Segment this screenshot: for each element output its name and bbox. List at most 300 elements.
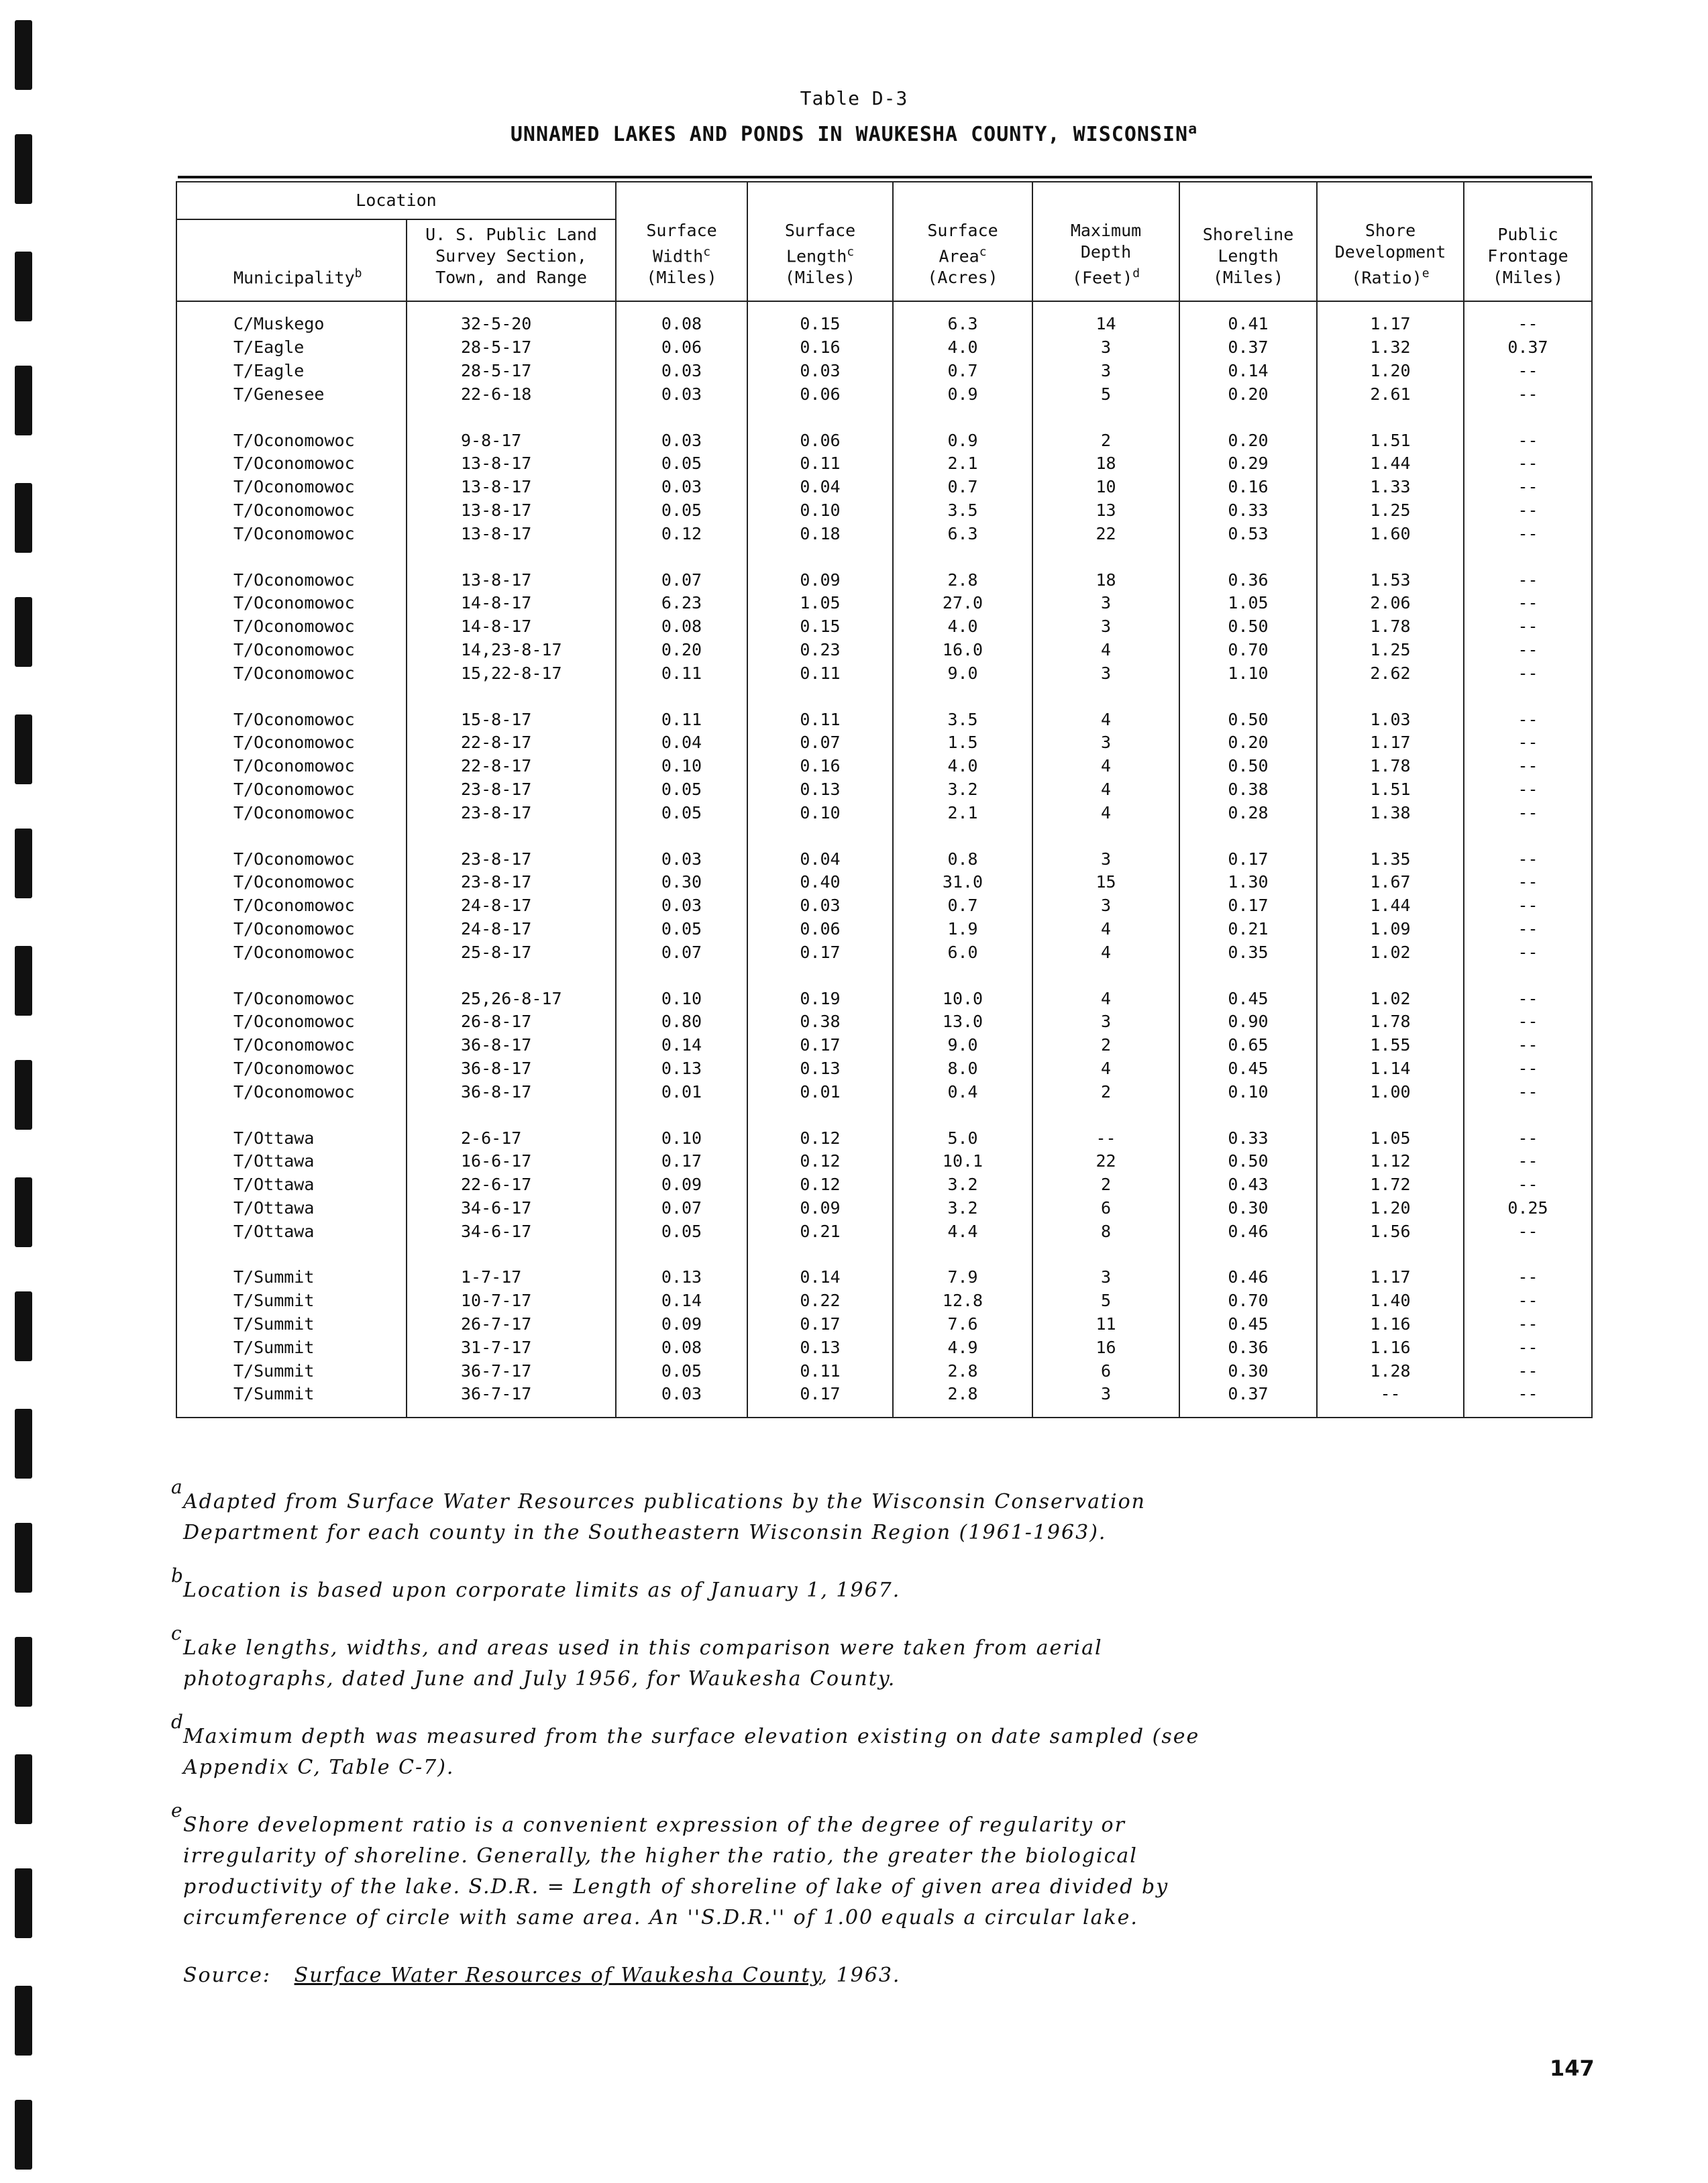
table-cell: 3	[1032, 847, 1179, 871]
table-cell: 2.61	[1317, 382, 1464, 406]
table-cell: 8	[1032, 1220, 1179, 1243]
table-cell: 4	[1032, 778, 1179, 802]
table-cell: 0.11	[747, 661, 893, 685]
table-cell: 31-7-17	[407, 1336, 616, 1359]
table-cell: 15-8-17	[407, 708, 616, 731]
table-cell: --	[1464, 1057, 1592, 1081]
binding-hole	[15, 1291, 32, 1361]
shore-development-header: Shore Development (Ratio)$^e$	[1317, 182, 1464, 301]
table-cell: 0.15	[747, 615, 893, 639]
table-cell: 0.13	[616, 1266, 747, 1289]
table-row	[176, 1383, 1592, 1406]
table-cell: C/Muskego	[176, 313, 407, 336]
table-cell: --	[1464, 1313, 1592, 1336]
table-cell: 1.00	[1317, 1080, 1464, 1104]
table-cell: 10	[1032, 476, 1179, 499]
table-row	[176, 615, 1592, 639]
table-cell: 5.0	[893, 1126, 1032, 1150]
table-cell: --	[1464, 1383, 1592, 1406]
table-cell: 0.7	[893, 476, 1032, 499]
table-cell: 14-8-17	[407, 615, 616, 639]
table-cell: 0.23	[747, 639, 893, 662]
table-row	[176, 1336, 1592, 1359]
table-cell: 0.10	[1179, 1080, 1317, 1104]
table-cell: 0.29	[1179, 452, 1317, 476]
footnote-mark: a	[171, 1476, 184, 1498]
table-cell: 0.65	[1179, 1034, 1317, 1057]
table-cell: 4.4	[893, 1220, 1032, 1243]
table-cell: 4.9	[893, 1336, 1032, 1359]
table-cell: 0.03	[616, 847, 747, 871]
shoreline-header: Shoreline Length (Miles)	[1179, 182, 1317, 301]
footnote-mark: c	[171, 1622, 183, 1644]
table-cell: 0.14	[616, 1289, 747, 1313]
table-cell: 0.09	[616, 1173, 747, 1197]
table-cell: 0.17	[747, 1383, 893, 1406]
table-cell: 0.17	[1179, 847, 1317, 871]
table-cell: T/Oconomowoc	[176, 499, 407, 523]
table-cell: 0.13	[747, 1057, 893, 1081]
table-cell: 1.17	[1317, 313, 1464, 336]
binding-hole	[15, 1060, 32, 1130]
table-cell: 1.16	[1317, 1336, 1464, 1359]
binding-hole	[15, 20, 32, 90]
table-cell: --	[1464, 1266, 1592, 1289]
source-note	[171, 1960, 1258, 1991]
table-cell: --	[1464, 568, 1592, 592]
table-cell: 0.08	[616, 313, 747, 336]
table-cell: --	[1464, 1289, 1592, 1313]
table-cell: T/Ottawa	[176, 1197, 407, 1220]
table-cell: --	[1464, 731, 1592, 755]
table-cell: 0.20	[1179, 429, 1317, 452]
table-cell: 1.35	[1317, 847, 1464, 871]
row-spacer	[176, 545, 1592, 568]
table-cell: 0.37	[1179, 336, 1317, 360]
table-cell: T/Oconomowoc	[176, 522, 407, 545]
table-cell: 1.05	[1179, 592, 1317, 615]
binding-hole	[15, 1754, 32, 1824]
table-cell: 1.9	[893, 918, 1032, 941]
table-cell: 16-6-17	[407, 1150, 616, 1173]
table-cell: 0.07	[616, 941, 747, 964]
table-cell: 0.16	[1179, 476, 1317, 499]
binding-hole	[15, 1177, 32, 1247]
table-cell: 1.40	[1317, 1289, 1464, 1313]
table-cell: 4	[1032, 801, 1179, 824]
table-cell: 0.37	[1464, 336, 1592, 360]
table-cell: 1.25	[1317, 639, 1464, 662]
table-cell: 0.07	[747, 731, 893, 755]
table-cell: 0.28	[1179, 801, 1317, 824]
footnote	[171, 1476, 1258, 1548]
table-title-text: UNNAMED LAKES AND PONDS IN WAUKESHA COUNTY, WISCONSIN	[510, 123, 1189, 146]
binding-hole	[15, 2100, 32, 2170]
table-cell: 13-8-17	[407, 499, 616, 523]
table-top-rule	[178, 176, 1592, 178]
table-cell: 0.33	[1179, 499, 1317, 523]
table-cell: 13-8-17	[407, 452, 616, 476]
table-cell: 13-8-17	[407, 476, 616, 499]
table-cell: --	[1464, 639, 1592, 662]
table-cell: 0.70	[1179, 639, 1317, 662]
table-title	[0, 121, 1708, 146]
table-cell: 4	[1032, 1057, 1179, 1081]
table-cell: 34-6-17	[407, 1197, 616, 1220]
table-cell: T/Oconomowoc	[176, 1010, 407, 1034]
binding-hole	[15, 1986, 32, 2056]
table-cell: 9.0	[893, 661, 1032, 685]
table-cell: 0.10	[747, 499, 893, 523]
table-cell: 0.46	[1179, 1220, 1317, 1243]
footnote-text: Adapted from Surface Water Resources publications by the Wisconsin Conservation Department for each county in the Southeastern Wisconsin Region (1961-1963).	[183, 1490, 1146, 1544]
table-cell: 1.78	[1317, 615, 1464, 639]
table-cell: 23-8-17	[407, 778, 616, 802]
table-cell: --	[1032, 1126, 1179, 1150]
table-cell: --	[1464, 1173, 1592, 1197]
table-cell: T/Ottawa	[176, 1220, 407, 1243]
footnote-text: Lake lengths, widths, and areas used in this comparison were taken from aerial photographs, dated June and July 1956, for Waukesha County.	[183, 1636, 1103, 1691]
table-cell: 22-6-18	[407, 382, 616, 406]
table-cell: 0.13	[747, 778, 893, 802]
table-cell: 3	[1032, 592, 1179, 615]
table-cell: 0.05	[616, 499, 747, 523]
table-cell: 0.09	[616, 1313, 747, 1336]
table-cell: 0.04	[616, 731, 747, 755]
footnote-list	[171, 1476, 1258, 1933]
table-cell: 0.05	[616, 1359, 747, 1383]
table-cell: 36-8-17	[407, 1057, 616, 1081]
table-cell: T/Oconomowoc	[176, 1080, 407, 1104]
table-cell: --	[1464, 941, 1592, 964]
table-cell: T/Eagle	[176, 360, 407, 383]
table-cell: 1.17	[1317, 731, 1464, 755]
table-cell: 36-8-17	[407, 1034, 616, 1057]
table-cell: 2.1	[893, 452, 1032, 476]
table-row	[176, 336, 1592, 360]
table-row	[176, 731, 1592, 755]
table-row	[176, 382, 1592, 406]
table-cell: 13-8-17	[407, 568, 616, 592]
table-row	[176, 1080, 1592, 1104]
table-cell: 0.45	[1179, 987, 1317, 1010]
table-cell: 36-7-17	[407, 1383, 616, 1406]
table-cell: 0.21	[747, 1220, 893, 1243]
table-cell: T/Summit	[176, 1313, 407, 1336]
table-cell: 1-7-17	[407, 1266, 616, 1289]
table-cell: T/Summit	[176, 1383, 407, 1406]
table-cell: 0.20	[1179, 731, 1317, 755]
table-cell: 14,23-8-17	[407, 639, 616, 662]
table-cell: 0.25	[1464, 1197, 1592, 1220]
table-cell: --	[1464, 476, 1592, 499]
table-cell: 0.22	[747, 1289, 893, 1313]
table-cell: --	[1464, 452, 1592, 476]
table-cell: --	[1464, 801, 1592, 824]
table-cell: 16	[1032, 1336, 1179, 1359]
table-cell: 6.3	[893, 522, 1032, 545]
table-cell: 1.32	[1317, 336, 1464, 360]
table-cell: 1.72	[1317, 1173, 1464, 1197]
table-cell: 0.10	[747, 801, 893, 824]
page-number: 147	[1550, 2056, 1595, 2081]
table-cell: 3	[1032, 360, 1179, 383]
table-cell: --	[1464, 987, 1592, 1010]
table-cell: 0.19	[747, 987, 893, 1010]
table-row	[176, 987, 1592, 1010]
table-cell: 1.10	[1179, 661, 1317, 685]
table-cell: --	[1464, 615, 1592, 639]
table-cell: 2.06	[1317, 592, 1464, 615]
table-cell: 11	[1032, 1313, 1179, 1336]
table-cell: 1.44	[1317, 894, 1464, 918]
table-cell: 0.8	[893, 847, 1032, 871]
table-cell: 0.17	[747, 1034, 893, 1057]
table-cell: --	[1464, 382, 1592, 406]
table-row	[176, 661, 1592, 685]
table-cell: 6.3	[893, 313, 1032, 336]
table-cell: 5	[1032, 1289, 1179, 1313]
table-cell: 0.01	[616, 1080, 747, 1104]
table-cell: T/Oconomowoc	[176, 661, 407, 685]
row-spacer	[176, 301, 1592, 313]
table-cell: 4	[1032, 755, 1179, 778]
table-cell: --	[1464, 1150, 1592, 1173]
table-cell: T/Oconomowoc	[176, 871, 407, 894]
table-cell: 1.5	[893, 731, 1032, 755]
section-header: U. S. Public Land Survey Section, Town, and Range	[407, 219, 616, 301]
table-cell: 1.44	[1317, 452, 1464, 476]
footnote	[171, 1799, 1258, 1933]
table-cell: 2-6-17	[407, 1126, 616, 1150]
table-cell: 3	[1032, 661, 1179, 685]
table-cell: 0.30	[1179, 1197, 1317, 1220]
table-cell: 0.06	[616, 336, 747, 360]
table-cell: T/Oconomowoc	[176, 918, 407, 941]
binding-hole	[15, 1868, 32, 1938]
table-cell: T/Oconomowoc	[176, 987, 407, 1010]
row-spacer	[176, 824, 1592, 847]
table-cell: 1.33	[1317, 476, 1464, 499]
table-row	[176, 1126, 1592, 1150]
table-row	[176, 360, 1592, 383]
table-cell: 0.16	[747, 336, 893, 360]
footnote-text: Maximum depth was measured from the surface elevation existing on date sampled (see Appendix C, Table C-7).	[183, 1725, 1200, 1779]
table-cell: T/Summit	[176, 1266, 407, 1289]
table-cell: 3	[1032, 1266, 1179, 1289]
table-cell: T/Summit	[176, 1336, 407, 1359]
table-cell: 0.21	[1179, 918, 1317, 941]
table-cell: --	[1464, 661, 1592, 685]
table-cell: 0.12	[747, 1173, 893, 1197]
table-row	[176, 1266, 1592, 1289]
table-cell: 6.23	[616, 592, 747, 615]
row-spacer	[176, 685, 1592, 708]
table-cell: 28-5-17	[407, 360, 616, 383]
table-cell: T/Summit	[176, 1359, 407, 1383]
table-cell: 0.17	[747, 941, 893, 964]
footnote-text: Location is based upon corporate limits as of January 1, 1967.	[183, 1579, 901, 1602]
row-spacer	[176, 1104, 1592, 1126]
table-cell: --	[1464, 1010, 1592, 1034]
table-cell: 0.05	[616, 1220, 747, 1243]
table-cell: 1.25	[1317, 499, 1464, 523]
table-cell: 36-7-17	[407, 1359, 616, 1383]
binding-hole	[15, 829, 32, 898]
table-cell: 1.05	[747, 592, 893, 615]
table-cell: T/Oconomowoc	[176, 615, 407, 639]
table-cell: --	[1464, 1220, 1592, 1243]
table-cell: 6.0	[893, 941, 1032, 964]
table-cell: 25-8-17	[407, 941, 616, 964]
table-cell: 3.5	[893, 499, 1032, 523]
table-cell: 0.13	[747, 1336, 893, 1359]
table-row	[176, 941, 1592, 964]
table-cell: 10.0	[893, 987, 1032, 1010]
table-cell: 3.2	[893, 1173, 1032, 1197]
table-cell: T/Oconomowoc	[176, 778, 407, 802]
table-cell: 0.07	[616, 1197, 747, 1220]
table-cell: --	[1464, 313, 1592, 336]
table-body	[176, 301, 1592, 1418]
table-cell: 6	[1032, 1359, 1179, 1383]
table-cell: --	[1464, 499, 1592, 523]
table-cell: T/Eagle	[176, 336, 407, 360]
table-cell: 22	[1032, 1150, 1179, 1173]
table-cell: 23-8-17	[407, 801, 616, 824]
table-cell: 0.16	[747, 755, 893, 778]
table-cell: 7.9	[893, 1266, 1032, 1289]
table-cell: --	[1464, 1126, 1592, 1150]
table-cell: --	[1464, 360, 1592, 383]
table-row	[176, 778, 1592, 802]
table-cell: 4	[1032, 941, 1179, 964]
table-cell: --	[1464, 1336, 1592, 1359]
table-cell: --	[1464, 429, 1592, 452]
table-cell: 24-8-17	[407, 918, 616, 941]
table-cell: 0.20	[616, 639, 747, 662]
table-cell: 13-8-17	[407, 522, 616, 545]
table-cell: 0.30	[616, 871, 747, 894]
table-cell: 16.0	[893, 639, 1032, 662]
table-row	[176, 1010, 1592, 1034]
footnote-mark: d	[171, 1711, 184, 1733]
table-cell: 0.11	[747, 708, 893, 731]
table-cell: T/Ottawa	[176, 1126, 407, 1150]
table-cell: 0.09	[747, 1197, 893, 1220]
table-cell: --	[1464, 1034, 1592, 1057]
table-cell: T/Oconomowoc	[176, 801, 407, 824]
table-cell: 2.62	[1317, 661, 1464, 685]
table-cell: 0.05	[616, 918, 747, 941]
table-cell: 4.0	[893, 615, 1032, 639]
footnote-text: Shore development ratio is a convenient expression of the degree of regularity or irregularity of shoreline. Generally, the higher the ratio, the greater the biological productivity of the lake. S.D.R. = Length of shoreline of lake of given area divided by circumference of circle with same area. An ''S.D.R.'' of 1.00 equals a circular lake.	[183, 1813, 1169, 1929]
table-cell: 22-8-17	[407, 755, 616, 778]
table-cell: 3	[1032, 336, 1179, 360]
table-cell: 1.56	[1317, 1220, 1464, 1243]
table-cell: 0.01	[747, 1080, 893, 1104]
table-cell: 1.51	[1317, 429, 1464, 452]
table-cell: 0.12	[747, 1126, 893, 1150]
table-cell: 1.09	[1317, 918, 1464, 941]
table-row	[176, 1197, 1592, 1220]
table-cell: 23-8-17	[407, 871, 616, 894]
table-cell: 1.17	[1317, 1266, 1464, 1289]
table-cell: 2	[1032, 1173, 1179, 1197]
table-cell: 1.30	[1179, 871, 1317, 894]
table-cell: 1.20	[1317, 360, 1464, 383]
table-cell: 0.11	[616, 661, 747, 685]
table-row	[176, 1220, 1592, 1243]
table-row	[176, 452, 1592, 476]
table-cell: 2.1	[893, 801, 1032, 824]
table-cell: 0.37	[1179, 1383, 1317, 1406]
table-cell: 3.2	[893, 1197, 1032, 1220]
table-cell: 4	[1032, 918, 1179, 941]
table-cell: 22	[1032, 522, 1179, 545]
table-cell: 1.78	[1317, 1010, 1464, 1034]
table-row	[176, 429, 1592, 452]
length-header: Surface Length$^c$ (Miles)	[747, 182, 893, 301]
table-cell: 0.41	[1179, 313, 1317, 336]
table-cell: 1.20	[1317, 1197, 1464, 1220]
table-cell: 26-7-17	[407, 1313, 616, 1336]
footnote-mark: e	[171, 1799, 184, 1821]
table-cell: 1.78	[1317, 755, 1464, 778]
table-cell: 0.05	[616, 801, 747, 824]
table-cell: 5	[1032, 382, 1179, 406]
table-cell: 0.04	[747, 476, 893, 499]
table-cell: 1.16	[1317, 1313, 1464, 1336]
binding-hole	[15, 1409, 32, 1479]
table-row	[176, 592, 1592, 615]
table-row	[176, 568, 1592, 592]
table-row	[176, 476, 1592, 499]
table-cell: 0.12	[747, 1150, 893, 1173]
title-footnote-mark: a	[1188, 121, 1198, 138]
table-cell: 0.45	[1179, 1313, 1317, 1336]
table-cell: 0.11	[616, 708, 747, 731]
table-cell: 0.45	[1179, 1057, 1317, 1081]
table-cell: 0.05	[616, 452, 747, 476]
source-title: Surface Water Resources of Waukesha County	[294, 1964, 821, 1987]
row-spacer	[176, 1406, 1592, 1418]
table-cell: 0.90	[1179, 1010, 1317, 1034]
table-cell: 0.03	[616, 360, 747, 383]
table-cell: 9-8-17	[407, 429, 616, 452]
table-cell: 12.8	[893, 1289, 1032, 1313]
table-cell: --	[1464, 778, 1592, 802]
table-cell: 2.8	[893, 1359, 1032, 1383]
area-header: Surface Area$^c$ (Acres)	[893, 182, 1032, 301]
table-row	[176, 708, 1592, 731]
footnotes	[171, 1476, 1258, 1991]
table-cell: T/Oconomowoc	[176, 731, 407, 755]
width-header: Surface Width$^c$ (Miles)	[616, 182, 747, 301]
table-cell: 2	[1032, 1034, 1179, 1057]
table-cell: 0.03	[747, 894, 893, 918]
table-cell: --	[1464, 1359, 1592, 1383]
table-cell: 1.55	[1317, 1034, 1464, 1057]
table-cell: T/Ottawa	[176, 1173, 407, 1197]
table-cell: 1.05	[1317, 1126, 1464, 1150]
table-cell: --	[1464, 918, 1592, 941]
table-cell: 0.50	[1179, 615, 1317, 639]
table-cell: --	[1464, 1080, 1592, 1104]
lakes-table	[176, 181, 1593, 1418]
frontage-header: Public Frontage (Miles)	[1464, 182, 1592, 301]
table-cell: 0.11	[747, 1359, 893, 1383]
